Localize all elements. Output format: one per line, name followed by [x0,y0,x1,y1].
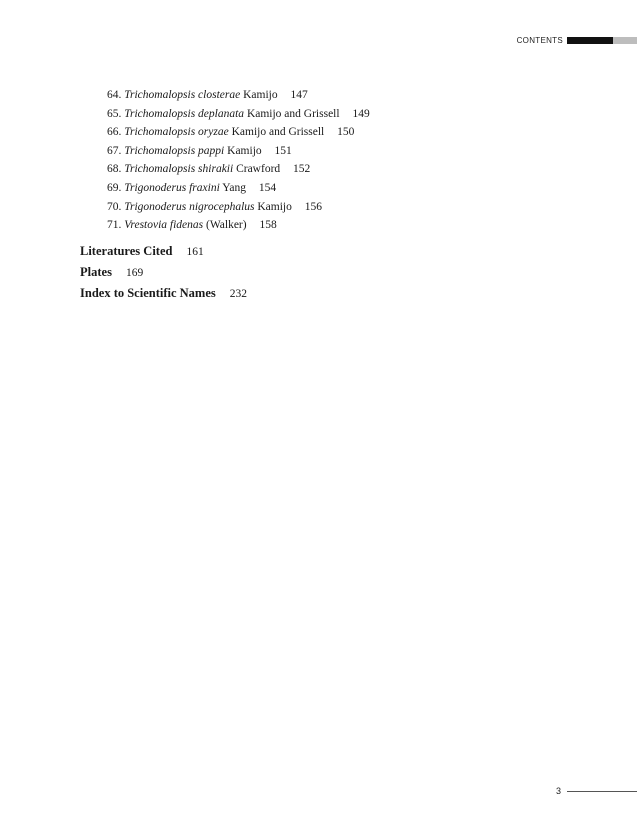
page-folio [556,786,637,796]
entry-number: 65. [107,107,122,120]
entry-author: Yang [222,181,246,194]
toc-entry[interactable] [107,86,370,105]
toc-entry[interactable] [107,142,370,161]
header-bar-dark [567,37,613,44]
entry-species-name: Trichomalopsis oryzae [124,126,229,139]
toc-section-list [80,241,247,303]
section-page-number: 232 [229,287,247,300]
toc-entry[interactable] [107,160,370,179]
entry-number: 70. [107,200,122,213]
entry-author: Kamijo and Grissell [246,107,340,120]
entry-number: 68. [107,163,122,176]
entry-author: Kamijo [227,144,262,157]
section-page-number: 161 [186,246,204,258]
entry-species-name: Trigonoderus nigrocephalus [124,200,255,213]
entry-author: Kamijo [243,89,278,101]
folio-rule [567,791,637,792]
toc-section-plates[interactable] [80,262,247,283]
toc-entry[interactable] [107,105,370,124]
toc-entry[interactable] [107,216,370,235]
section-title: Index to Scientific Names [80,285,216,300]
header-bar-light [613,37,637,44]
running-head-label: CONTENTS [516,36,563,45]
entry-number: 64. [107,89,122,101]
toc-entry[interactable] [107,179,370,198]
toc-species-list [107,86,370,235]
running-head [517,36,637,45]
entry-species-name: Trigonoderus fraxini [124,181,220,194]
toc-entry[interactable] [107,198,370,217]
entry-number: 71. [107,219,122,232]
entry-species-name: Vrestovia fidenas [124,219,204,232]
entry-number: 66. [107,126,122,139]
section-page-number: 169 [125,266,144,279]
entry-page-number: 152 [293,163,311,176]
toc-section-index[interactable] [80,283,247,304]
entry-author: Kamijo and Grissell [231,126,325,139]
entry-species-name: Trichomalopsis deplanata [124,107,245,120]
entry-page-number: 156 [304,200,322,213]
entry-author: Kamijo [257,200,292,213]
section-title: Literatures Cited [80,244,173,258]
entry-author: Crawford [236,163,281,176]
entry-page-number: 154 [258,181,277,194]
page-number: 3 [555,786,561,796]
entry-page-number: 158 [259,219,277,232]
entry-number: 67. [107,144,122,157]
entry-species-name: Trichomalopsis pappi [124,144,225,157]
entry-page-number: 151 [274,144,292,157]
section-title: Plates [80,264,112,279]
entry-page-number: 147 [290,89,308,101]
entry-species-name: Trichomalopsis shirakii [124,163,234,176]
entry-species-name: Trichomalopsis closterae [124,89,241,101]
toc-section-literatures-cited[interactable] [80,241,247,262]
entry-number: 69. [107,181,122,194]
toc-entry[interactable] [107,123,370,142]
entry-page-number: 149 [352,107,370,120]
entry-author: (Walker) [206,219,247,232]
entry-page-number: 150 [337,126,355,139]
